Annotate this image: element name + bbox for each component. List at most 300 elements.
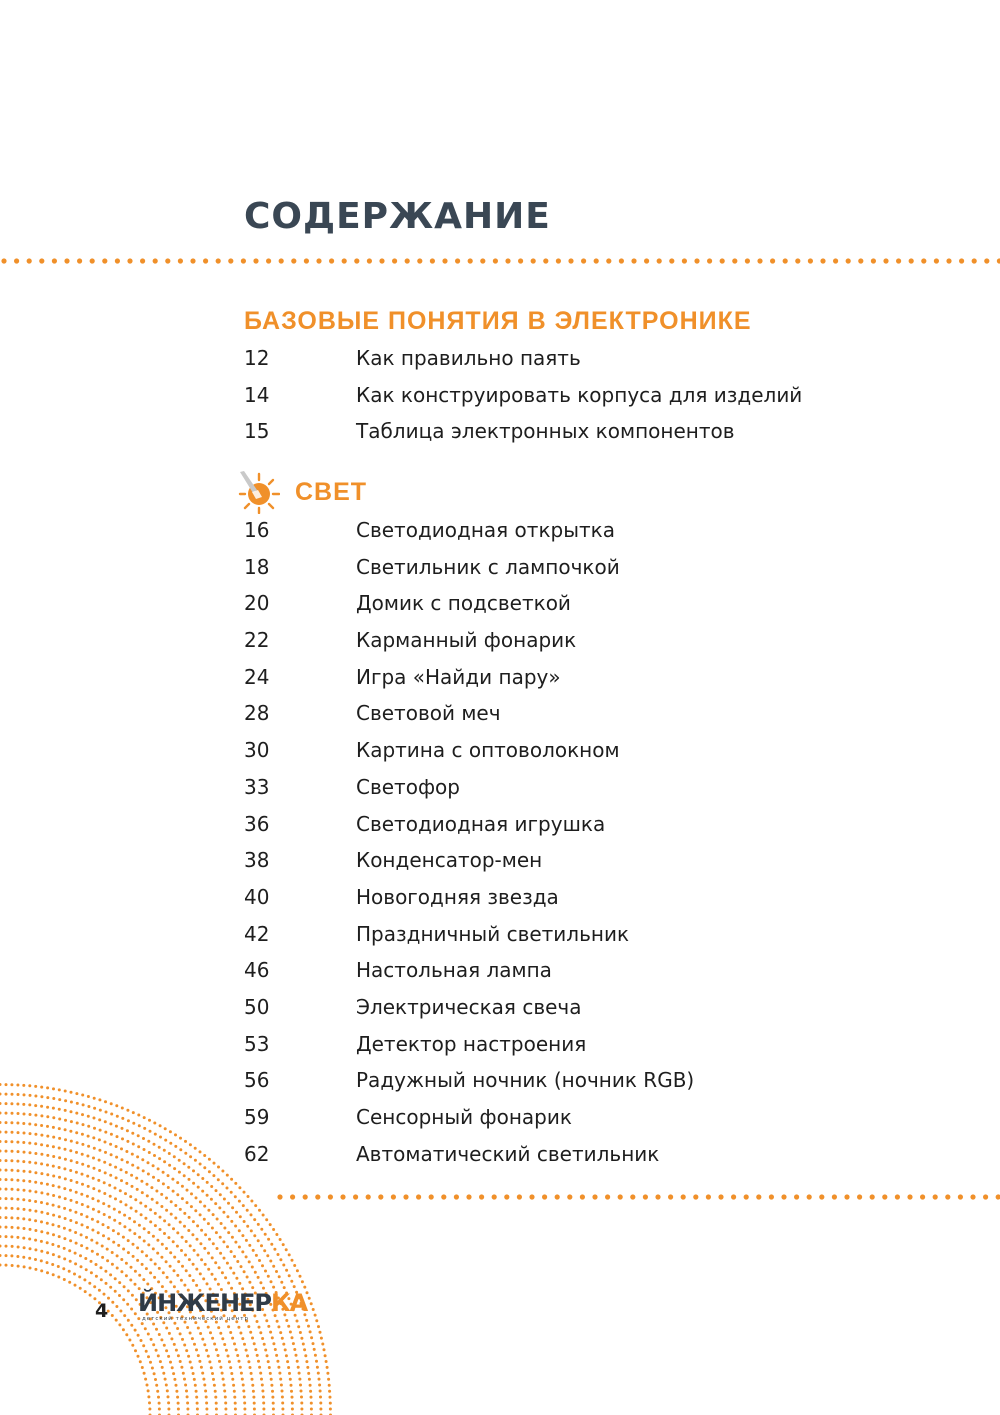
arc-dot: [130, 1207, 133, 1210]
arc-dot: [221, 1372, 224, 1375]
divider-dot: [417, 258, 422, 263]
arc-dot: [235, 1211, 238, 1214]
arc-dot: [125, 1150, 128, 1153]
arc-dot: [107, 1237, 110, 1240]
arc-dot: [329, 1408, 332, 1411]
arc-dot: [219, 1193, 222, 1196]
arc-dot: [214, 1390, 217, 1393]
arc-dot: [255, 1254, 258, 1257]
arc-dot: [147, 1395, 150, 1398]
toc-item-title: Светофор: [356, 774, 460, 799]
arc-dot: [234, 1408, 237, 1411]
arc-dot: [106, 1259, 109, 1262]
arc-dot: [88, 1282, 91, 1285]
arc-dot: [10, 1102, 13, 1105]
toc-page-number: 38: [244, 848, 270, 873]
arc-dot: [325, 1360, 328, 1363]
arc-dot: [118, 1211, 121, 1214]
arc-dot: [276, 1320, 279, 1323]
arc-dot: [103, 1293, 106, 1296]
arc-dot: [103, 1161, 106, 1164]
arc-dot: [181, 1265, 184, 1268]
arc-dot: [159, 1216, 162, 1219]
toc-page-number: 30: [244, 738, 270, 763]
arc-dot: [147, 1243, 150, 1246]
arc-dot: [251, 1378, 254, 1381]
arc-dot: [269, 1260, 272, 1263]
divider-dot: [366, 1194, 371, 1199]
divider-dot: [517, 1194, 522, 1199]
arc-dot: [109, 1174, 112, 1177]
arc-dot: [208, 1158, 211, 1161]
arc-dot: [22, 1160, 25, 1163]
arc-dot: [210, 1198, 213, 1201]
divider-dot: [416, 1194, 421, 1199]
arc-dot: [299, 1384, 302, 1387]
divider-dot: [14, 258, 19, 263]
arc-dot: [176, 1245, 179, 1248]
arc-dot: [186, 1408, 189, 1411]
arc-dot: [287, 1325, 290, 1328]
arc-dot: [222, 1240, 225, 1243]
arc-dot: [238, 1360, 241, 1363]
toc-item-title: Детектор настроения: [356, 1031, 587, 1056]
arc-dot: [254, 1204, 257, 1207]
arc-dot: [320, 1337, 323, 1340]
arc-dot: [162, 1171, 165, 1174]
arc-dot: [199, 1213, 202, 1216]
divider-dot: [732, 258, 737, 263]
arc-dot: [282, 1343, 285, 1346]
arc-dot: [162, 1182, 165, 1185]
arc-dot: [68, 1281, 71, 1284]
arc-dot: [5, 1264, 8, 1267]
arc-dot: [293, 1264, 296, 1267]
arc-dot: [58, 1176, 61, 1179]
divider-dot: [392, 258, 397, 263]
arc-dot: [219, 1236, 222, 1239]
arc-dot: [158, 1267, 161, 1270]
arc-dot: [80, 1193, 83, 1196]
arc-dot: [172, 1240, 175, 1243]
arc-dot: [150, 1258, 153, 1261]
arc-dot: [0, 1159, 2, 1162]
arc-dot: [203, 1218, 206, 1221]
arc-dot: [170, 1213, 173, 1216]
divider-dot: [429, 1194, 434, 1199]
arc-dot: [188, 1258, 191, 1261]
arc-dot: [46, 1222, 49, 1225]
arc-dot: [310, 1336, 313, 1339]
arc-dot: [183, 1284, 186, 1287]
arc-dot: [177, 1354, 180, 1357]
arc-dot: [307, 1325, 310, 1328]
arc-dot: [205, 1408, 208, 1411]
arc-dot: [64, 1217, 67, 1220]
arc-dot: [163, 1149, 166, 1152]
arc-dot: [196, 1224, 199, 1227]
arc-dot: [51, 1263, 54, 1266]
divider-dot: [253, 258, 258, 263]
arc-dot: [218, 1206, 221, 1209]
lightbulb-icon: [238, 470, 280, 514]
arc-dot: [111, 1251, 114, 1254]
divider-dot: [832, 1194, 837, 1199]
divider-dot: [681, 1194, 686, 1199]
arc-dot: [75, 1201, 78, 1204]
arc-dot: [153, 1276, 156, 1279]
arc-dot: [40, 1086, 43, 1089]
arc-dot: [0, 1216, 2, 1219]
arc-dot: [300, 1408, 303, 1411]
arc-dot: [205, 1349, 208, 1352]
arc-dot: [209, 1331, 212, 1334]
arc-dot: [307, 1372, 310, 1375]
arc-dot: [115, 1156, 118, 1159]
arc-dot: [10, 1235, 13, 1238]
arc-dot: [64, 1128, 67, 1131]
arc-dot: [155, 1384, 158, 1387]
arc-dot: [223, 1384, 226, 1387]
arc-dot: [5, 1112, 8, 1115]
arc-dot: [231, 1206, 234, 1209]
arc-dot: [260, 1378, 263, 1381]
arc-dot: [28, 1161, 31, 1164]
arc-dot: [165, 1247, 168, 1250]
arc-dot: [29, 1094, 32, 1097]
arc-dot: [124, 1192, 127, 1195]
arc-dot: [154, 1224, 157, 1227]
arc-dot: [298, 1372, 301, 1375]
divider-dot: [959, 258, 964, 263]
arc-dot: [82, 1123, 85, 1126]
divider-dot: [1, 258, 6, 263]
arc-dot: [247, 1360, 250, 1363]
divider-dot: [909, 258, 914, 263]
arc-dot: [211, 1372, 214, 1375]
arc-dot: [270, 1280, 273, 1283]
arc-dot: [314, 1354, 317, 1357]
arc-dot: [101, 1245, 104, 1248]
arc-dot: [138, 1236, 141, 1239]
arc-dot: [107, 1226, 110, 1229]
arc-dot: [46, 1106, 49, 1109]
arc-dot: [163, 1219, 166, 1222]
arc-dot: [46, 1125, 49, 1128]
arc-dot: [147, 1161, 150, 1164]
divider-dot: [403, 1194, 408, 1199]
arc-dot: [253, 1342, 256, 1345]
divider-dot: [795, 258, 800, 263]
divider-dot: [379, 258, 384, 263]
arc-dot: [187, 1166, 190, 1169]
arc-dot: [179, 1148, 182, 1151]
toc-item-title: Карманный фонарик: [356, 628, 577, 653]
arc-dot: [23, 1093, 26, 1096]
arc-dot: [221, 1170, 224, 1173]
divider-dot: [744, 1194, 749, 1199]
arc-dot: [0, 1112, 2, 1115]
arc-dot: [98, 1190, 101, 1193]
arc-dot: [269, 1223, 272, 1226]
arc-dot: [97, 1200, 100, 1203]
arc-dot: [225, 1349, 228, 1352]
arc-dot: [40, 1250, 43, 1253]
arc-dot: [154, 1378, 157, 1381]
arc-dot: [207, 1252, 210, 1255]
arc-dot: [271, 1390, 274, 1393]
arc-dot: [75, 1171, 78, 1174]
arc-dot: [34, 1229, 37, 1232]
arc-dot: [160, 1256, 163, 1259]
arc-dot: [212, 1174, 215, 1177]
arc-dot: [261, 1337, 264, 1340]
arc-dot: [227, 1202, 230, 1205]
arc-dot: [234, 1195, 237, 1198]
arc-dot: [164, 1127, 167, 1130]
arc-dot: [299, 1275, 302, 1278]
arc-dot: [272, 1408, 275, 1411]
arc-dot: [40, 1211, 43, 1214]
arc-dot: [40, 1143, 43, 1146]
arc-dot: [96, 1253, 99, 1256]
arc-dot: [17, 1188, 20, 1191]
toc-item-title: Новогодняя звезда: [356, 884, 559, 909]
arc-dot: [156, 1201, 159, 1204]
arc-dot: [127, 1119, 130, 1122]
arc-dot: [108, 1216, 111, 1219]
arc-dot: [192, 1169, 195, 1172]
arc-dot: [110, 1133, 113, 1136]
arc-dot: [199, 1200, 202, 1203]
arc-dot: [115, 1176, 118, 1179]
arc-dot: [191, 1233, 194, 1236]
arc-dot: [258, 1366, 261, 1369]
arc-dot: [217, 1283, 220, 1286]
arc-dot: [11, 1188, 14, 1191]
arc-dot: [29, 1228, 32, 1231]
arc-dot: [315, 1319, 318, 1322]
divider-dot: [756, 1194, 761, 1199]
arc-dot: [162, 1271, 165, 1274]
arc-dot: [92, 1157, 95, 1160]
arc-dot: [69, 1260, 72, 1263]
arc-dot: [69, 1229, 72, 1232]
arc-dot: [125, 1333, 128, 1336]
arc-dot: [293, 1348, 296, 1351]
arc-dot: [305, 1360, 308, 1363]
arc-dot: [64, 1197, 67, 1200]
arc-dot: [203, 1205, 206, 1208]
arc-dot: [189, 1244, 192, 1247]
arc-dot: [155, 1349, 158, 1352]
arc-dot: [200, 1258, 203, 1261]
divider-dot: [655, 1194, 660, 1199]
arc-dot: [169, 1130, 172, 1133]
arc-dot: [75, 1112, 78, 1115]
logo-wordmark: [138, 1288, 307, 1318]
arc-dot: [205, 1396, 208, 1399]
arc-dot: [152, 1176, 155, 1179]
arc-dot: [148, 1401, 151, 1404]
divider-dot: [883, 258, 888, 263]
arc-dot: [152, 1164, 155, 1167]
arc-dot: [29, 1247, 32, 1250]
arc-dot: [111, 1314, 114, 1317]
arc-dot: [254, 1271, 257, 1274]
arc-dot: [267, 1238, 270, 1241]
dotted-divider-bottom: [276, 1191, 1000, 1203]
divider-dot: [870, 1194, 875, 1199]
arc-dot: [285, 1354, 288, 1357]
arc-dot: [76, 1122, 79, 1125]
arc-dot: [173, 1256, 176, 1259]
arc-dot: [216, 1218, 219, 1221]
arc-dot: [80, 1233, 83, 1236]
arc-dot: [102, 1223, 105, 1226]
arc-dot: [52, 1233, 55, 1236]
arc-dot: [234, 1225, 237, 1228]
arc-dot: [75, 1242, 78, 1245]
arc-dot: [233, 1396, 236, 1399]
divider-dot: [77, 258, 82, 263]
arc-dot: [0, 1188, 2, 1191]
brand-logo: [138, 1288, 308, 1328]
arc-dot: [281, 1390, 284, 1393]
arc-dot: [23, 1151, 26, 1154]
divider-dot: [454, 1194, 459, 1199]
arc-dot: [279, 1258, 282, 1261]
arc-dot: [270, 1378, 273, 1381]
arc-dot: [28, 1123, 31, 1126]
arc-dot: [5, 1245, 8, 1248]
arc-dot: [10, 1254, 13, 1257]
arc-dot: [169, 1251, 172, 1254]
arc-dot: [319, 1402, 322, 1405]
arc-dot: [87, 1105, 90, 1108]
arc-dot: [40, 1095, 43, 1098]
arc-dot: [176, 1274, 179, 1277]
arc-dot: [265, 1218, 268, 1221]
arc-dot: [80, 1213, 83, 1216]
arc-dot: [192, 1372, 195, 1375]
arc-dot: [312, 1342, 315, 1345]
arc-dot: [169, 1142, 172, 1145]
arc-dot: [143, 1127, 146, 1130]
arc-dot: [181, 1185, 184, 1188]
arc-dot: [222, 1378, 225, 1381]
arc-dot: [103, 1181, 106, 1184]
arc-dot: [118, 1222, 121, 1225]
arc-dot: [29, 1170, 32, 1173]
arc-dot: [254, 1348, 257, 1351]
arc-dot: [96, 1220, 99, 1223]
arc-dot: [17, 1093, 20, 1096]
arc-dot: [200, 1366, 203, 1369]
arc-dot: [57, 1265, 60, 1268]
arc-dot: [189, 1143, 192, 1146]
arc-dot: [98, 1289, 101, 1292]
arc-dot: [46, 1212, 49, 1215]
arc-dot: [91, 1250, 94, 1253]
arc-dot: [260, 1228, 263, 1231]
arc-dot: [173, 1167, 176, 1170]
arc-dot: [193, 1249, 196, 1252]
arc-dot: [85, 1268, 88, 1271]
arc-dot: [207, 1355, 210, 1358]
arc-dot: [176, 1193, 179, 1196]
arc-dot: [16, 1255, 19, 1258]
arc-dot: [129, 1279, 132, 1282]
arc-dot: [133, 1220, 136, 1223]
arc-dot: [176, 1231, 179, 1234]
arc-dot: [183, 1174, 186, 1177]
toc-page-number: 12: [244, 346, 270, 370]
divider-dot: [983, 1194, 988, 1199]
arc-dot: [316, 1366, 319, 1369]
arc-dot: [223, 1198, 226, 1201]
toc-page-number: 50: [244, 994, 270, 1019]
arc-dot: [138, 1224, 141, 1227]
divider-dot: [694, 258, 699, 263]
arc-dot: [258, 1209, 261, 1212]
toc-item-title: Игра «Найди пару»: [356, 664, 561, 689]
divider-dot: [518, 258, 523, 263]
arc-dot: [251, 1337, 254, 1340]
arc-dot: [279, 1331, 282, 1334]
arc-dot: [165, 1197, 168, 1200]
arc-dot: [160, 1193, 163, 1196]
arc-dot: [70, 1179, 73, 1182]
arc-dot: [58, 1215, 61, 1218]
arc-dot: [40, 1162, 43, 1165]
arc-dot: [288, 1274, 291, 1277]
arc-dot: [149, 1220, 152, 1223]
arc-dot: [213, 1343, 216, 1346]
arc-dot: [236, 1354, 239, 1357]
arc-dot: [108, 1184, 111, 1187]
arc-dot: [223, 1343, 226, 1346]
arc-dot: [181, 1236, 184, 1239]
arc-dot: [167, 1236, 170, 1239]
arc-dot: [288, 1372, 291, 1375]
arc-dot: [148, 1408, 151, 1411]
arc-dot: [46, 1271, 49, 1274]
arc-dot: [142, 1344, 145, 1347]
arc-dot: [174, 1204, 177, 1207]
divider-dot: [920, 1194, 925, 1199]
arc-dot: [259, 1281, 262, 1284]
arc-dot: [189, 1332, 192, 1335]
arc-dot: [185, 1390, 188, 1393]
arc-dot: [75, 1151, 78, 1154]
divider-dot: [342, 258, 347, 263]
arc-dot: [89, 1294, 92, 1297]
arc-dot: [125, 1182, 128, 1185]
arc-dot: [11, 1245, 14, 1248]
arc-dot: [234, 1402, 237, 1405]
arc-dot: [69, 1209, 72, 1212]
arc-dot: [257, 1276, 260, 1279]
arc-dot: [314, 1314, 317, 1317]
arc-dot: [87, 1115, 90, 1118]
arc-dot: [29, 1132, 32, 1135]
arc-dot: [159, 1228, 162, 1231]
arc-dot: [192, 1263, 195, 1266]
arc-dot: [131, 1132, 134, 1135]
arc-dot: [185, 1269, 188, 1272]
arc-dot: [23, 1170, 26, 1173]
